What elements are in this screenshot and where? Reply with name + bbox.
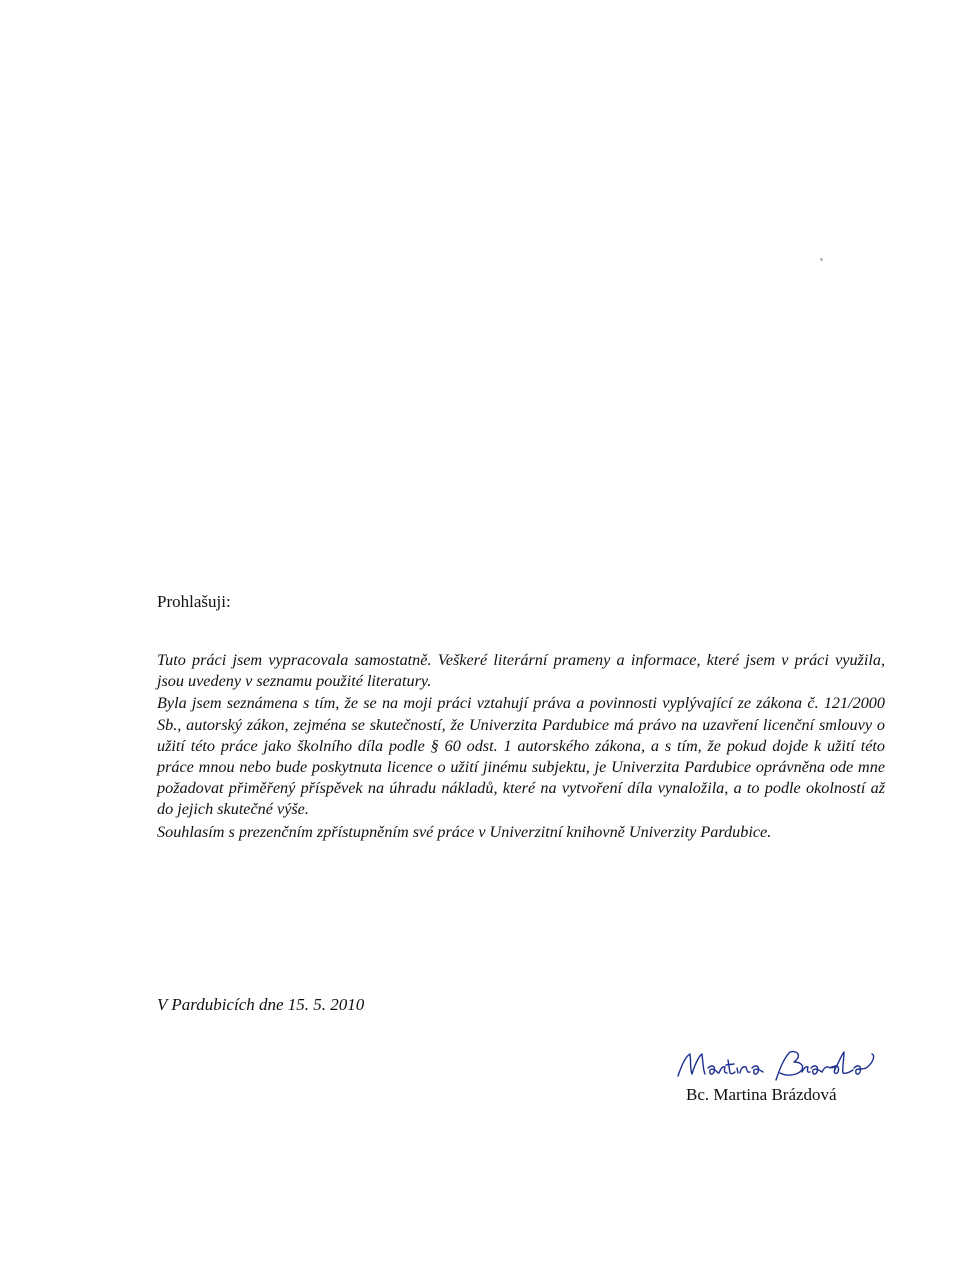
paragraph-copyright: Byla jsem seznámena s tím, že se na moji práci vztahují práva a povinnosti vyplývající ze zákona č. 121/2000 Sb., autorský zákon, zejména se skutečností, že Univerzita Pardubice má právo na uzavření licenční smlouvy o užití této práce jako školního díla podle § 60 odst. 1 autorského zákona, a s tím, že pokud dojde k užití této práce mnou nebo bude poskytnuta licence o užití jinému subjektu, je Univerzita Pardubice oprávněna ode mne požadovat přiměřený příspěvek na úhradu nákladů, které na vytvoření díla vynaložila, a to podle okolností až do jejich skutečné výše. bbox=[157, 694, 885, 819]
paragraph-library-consent: Souhlasím s prezenčním zpřístupněním své práce v Univerzitní knihovně Univerzity Pardubice. bbox=[157, 822, 772, 841]
paragraph-originality: Tuto práci jsem vypracovala samostatně. Veškeré literární prameny a informace, které jsem v práci využila, jsou uvedeny v seznamu použité literatury. bbox=[157, 651, 885, 691]
declaration-body bbox=[157, 650, 885, 844]
handwritten-signature bbox=[672, 1046, 882, 1082]
signer-name: Bc. Martina Brázdová bbox=[686, 1085, 837, 1104]
declaration-heading: Prohlašuji: bbox=[157, 592, 231, 611]
scan-speck bbox=[820, 258, 823, 261]
place-and-date: V Pardubicích dne 15. 5. 2010 bbox=[157, 995, 365, 1014]
